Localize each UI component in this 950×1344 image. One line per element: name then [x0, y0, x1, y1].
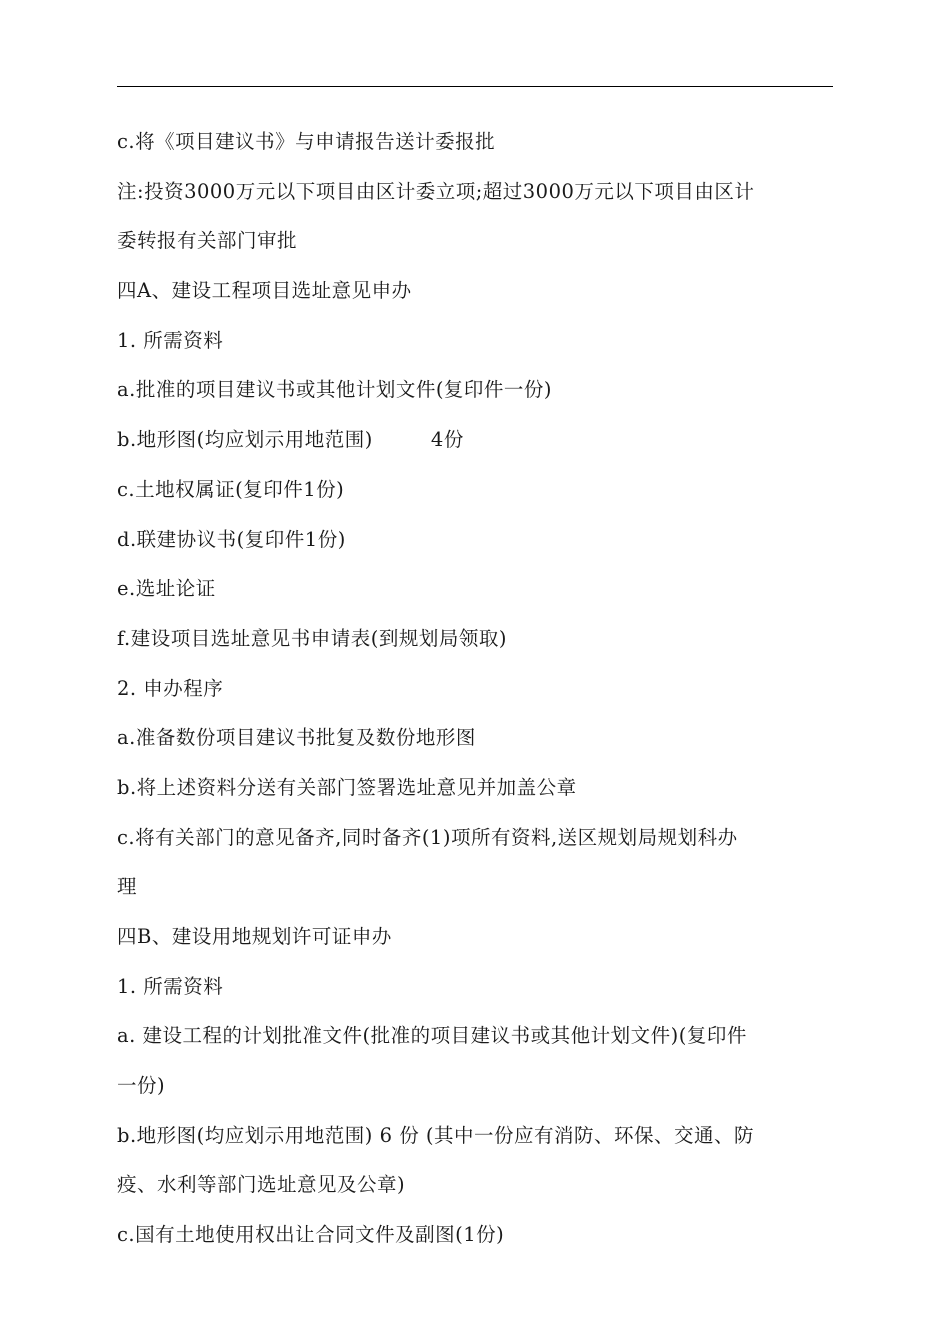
list-item: a.批准的项目建议书或其他计划文件(复印件一份) — [117, 378, 553, 402]
text-line: 疫、水利等部门选址意见及公章) — [117, 1173, 406, 1197]
list-item-text: b.地形图(均应划示用地范围) — [117, 428, 373, 452]
list-item: c.国有土地使用权出让合同文件及副图(1份) — [117, 1223, 505, 1247]
section-heading: 四A、建设工程项目选址意见申办 — [117, 279, 412, 303]
text-line: 一份) — [117, 1074, 166, 1098]
text-line: 注:投资3000万元以下项目由区计委立项;超过3000万元以下项目由区计 — [117, 179, 755, 203]
subsection-heading: 1. 所需资料 — [117, 974, 224, 998]
list-item: b.地形图(均应划示用地范围) 6 份 (其中一份应有消防、环保、交通、防 — [117, 1123, 755, 1147]
text-line: 理 — [117, 875, 138, 899]
list-item: a. 建设工程的计划批准文件(批准的项目建议书或其他计划文件)(复印件 — [117, 1024, 747, 1048]
list-item: c.土地权属证(复印件1份) — [117, 477, 345, 501]
quantity-text: 4份 — [430, 428, 464, 452]
header-rule — [117, 86, 833, 87]
text-line: c.将《项目建议书》与申请报告送计委报批 — [117, 130, 496, 153]
section-heading: 四B、建设用地规划许可证申办 — [117, 925, 392, 948]
subsection-heading: 1. 所需资料 — [117, 328, 224, 352]
list-item: f.建设项目选址意见书申请表(到规划局领取) — [117, 626, 507, 650]
list-item: e.选址论证 — [117, 577, 216, 601]
list-item: a.准备数份项目建议书批复及数份地形图 — [117, 726, 476, 750]
list-item: c.将有关部门的意见备齐,同时备齐(1)项所有资料,送区规划局规划科办 — [117, 825, 738, 849]
subsection-heading: 2. 申办程序 — [117, 676, 224, 700]
list-item: b.将上述资料分送有关部门签署选址意见并加盖公章 — [117, 775, 577, 799]
document-body — [117, 117, 837, 1260]
list-item: d.联建协议书(复印件1份) — [117, 527, 346, 551]
text-line: 委转报有关部门审批 — [117, 229, 298, 253]
list-item — [117, 415, 837, 465]
